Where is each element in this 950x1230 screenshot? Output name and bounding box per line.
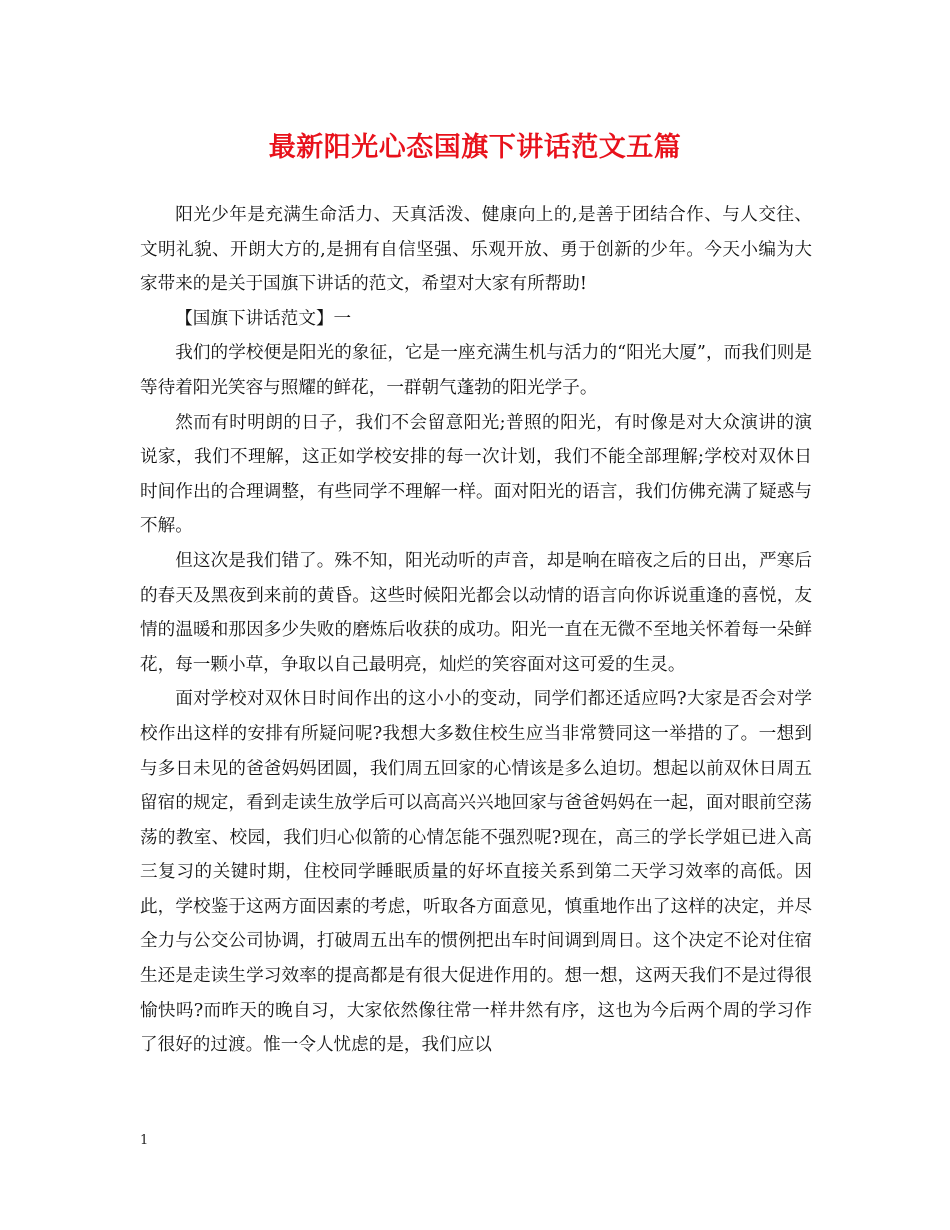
section-heading: 【国旗下讲话范文】一 xyxy=(175,308,352,329)
paragraph: 但这次是我们错了。殊不知，阳光动听的声音，却是响在暗夜之后的日出，严寒后的春天及黑夜到来前的黄昏。这些时候阳光都会以动情的语言向你诉说重逢的喜悦，友情的温暖和那因多少失败的磨炼后收获的成功。阳光一直在无微不至地关怀着每一朵鲜花，每一颗小草，争取以自己最明亮，灿烂的笑容面对这可爱的生灵。 xyxy=(140,550,812,675)
paragraph: 我们的学校便是阳光的象征，它是一座充满生机与活力的“阳光大厦”，而我们则是等待着阳光笑容与照耀的鲜花，一群朝气蓬勃的阳光学子。 xyxy=(140,343,812,398)
paragraph: 然而有时明朗的日子，我们不会留意阳光;普照的阳光，有时像是对大众演讲的演说家，我们不理解，这正如学校安排的每一次计划，我们不能全部理解;学校对双休日时间作出的合理调整，有些同学不理解一样。面对阳光的语言，我们仿佛充满了疑惑与不解。 xyxy=(140,412,812,537)
paragraph: 面对学校对双休日时间作出的这小小的变动，同学们都还适应吗?大家是否会对学校作出这样的安排有所疑问呢?我想大多数住校生应当非常赞同这一举措的了。一想到与多日未见的爸爸妈妈团圆，我们周五回家的心情该是多么迫切。想起以前双休日周五留宿的规定，看到走读生放学后可以高高兴兴地回家与爸爸妈妈在一起，面对眼前空荡荡的教室、校园，我们归心似箭的心情怎能不强烈呢?现在，高三的学长学姐已进入高三复习的关键时期，住校同学睡眠质量的好坏直接关系到第二天学习效率的高低。因此，学校鉴于这两方面因素的考虑，听取各方面意见，慎重地作出了这样的决定，并尽全力与公交公司协调，打破周五出车的惯例把出车时间调到周日。这个决定不论对住宿生还是走读生学习效率的提高都是有很大促进作用的。想一想，这两天我们不是过得很愉快吗?而昨天的晚自习，大家依然像往常一样井然有序，这也为今后两个周的学习作了很好的过渡。惟一令人忧虑的是，我们应以 xyxy=(140,689,812,1056)
document-body xyxy=(140,198,812,1063)
document-title: 最新阳光心态国旗下讲话范文五篇 xyxy=(268,132,682,163)
paragraph-intro: 阳光少年是充满生命活力、天真活泼、健康向上的,是善于团结合作、与人交往、文明礼貌、开朗大方的,是拥有自信坚强、乐观开放、勇于创新的少年。今天小编为大家带来的是关于国旗下讲话的范文，希望对大家有所帮助! xyxy=(140,205,812,295)
page-number: 1 xyxy=(140,1133,149,1148)
